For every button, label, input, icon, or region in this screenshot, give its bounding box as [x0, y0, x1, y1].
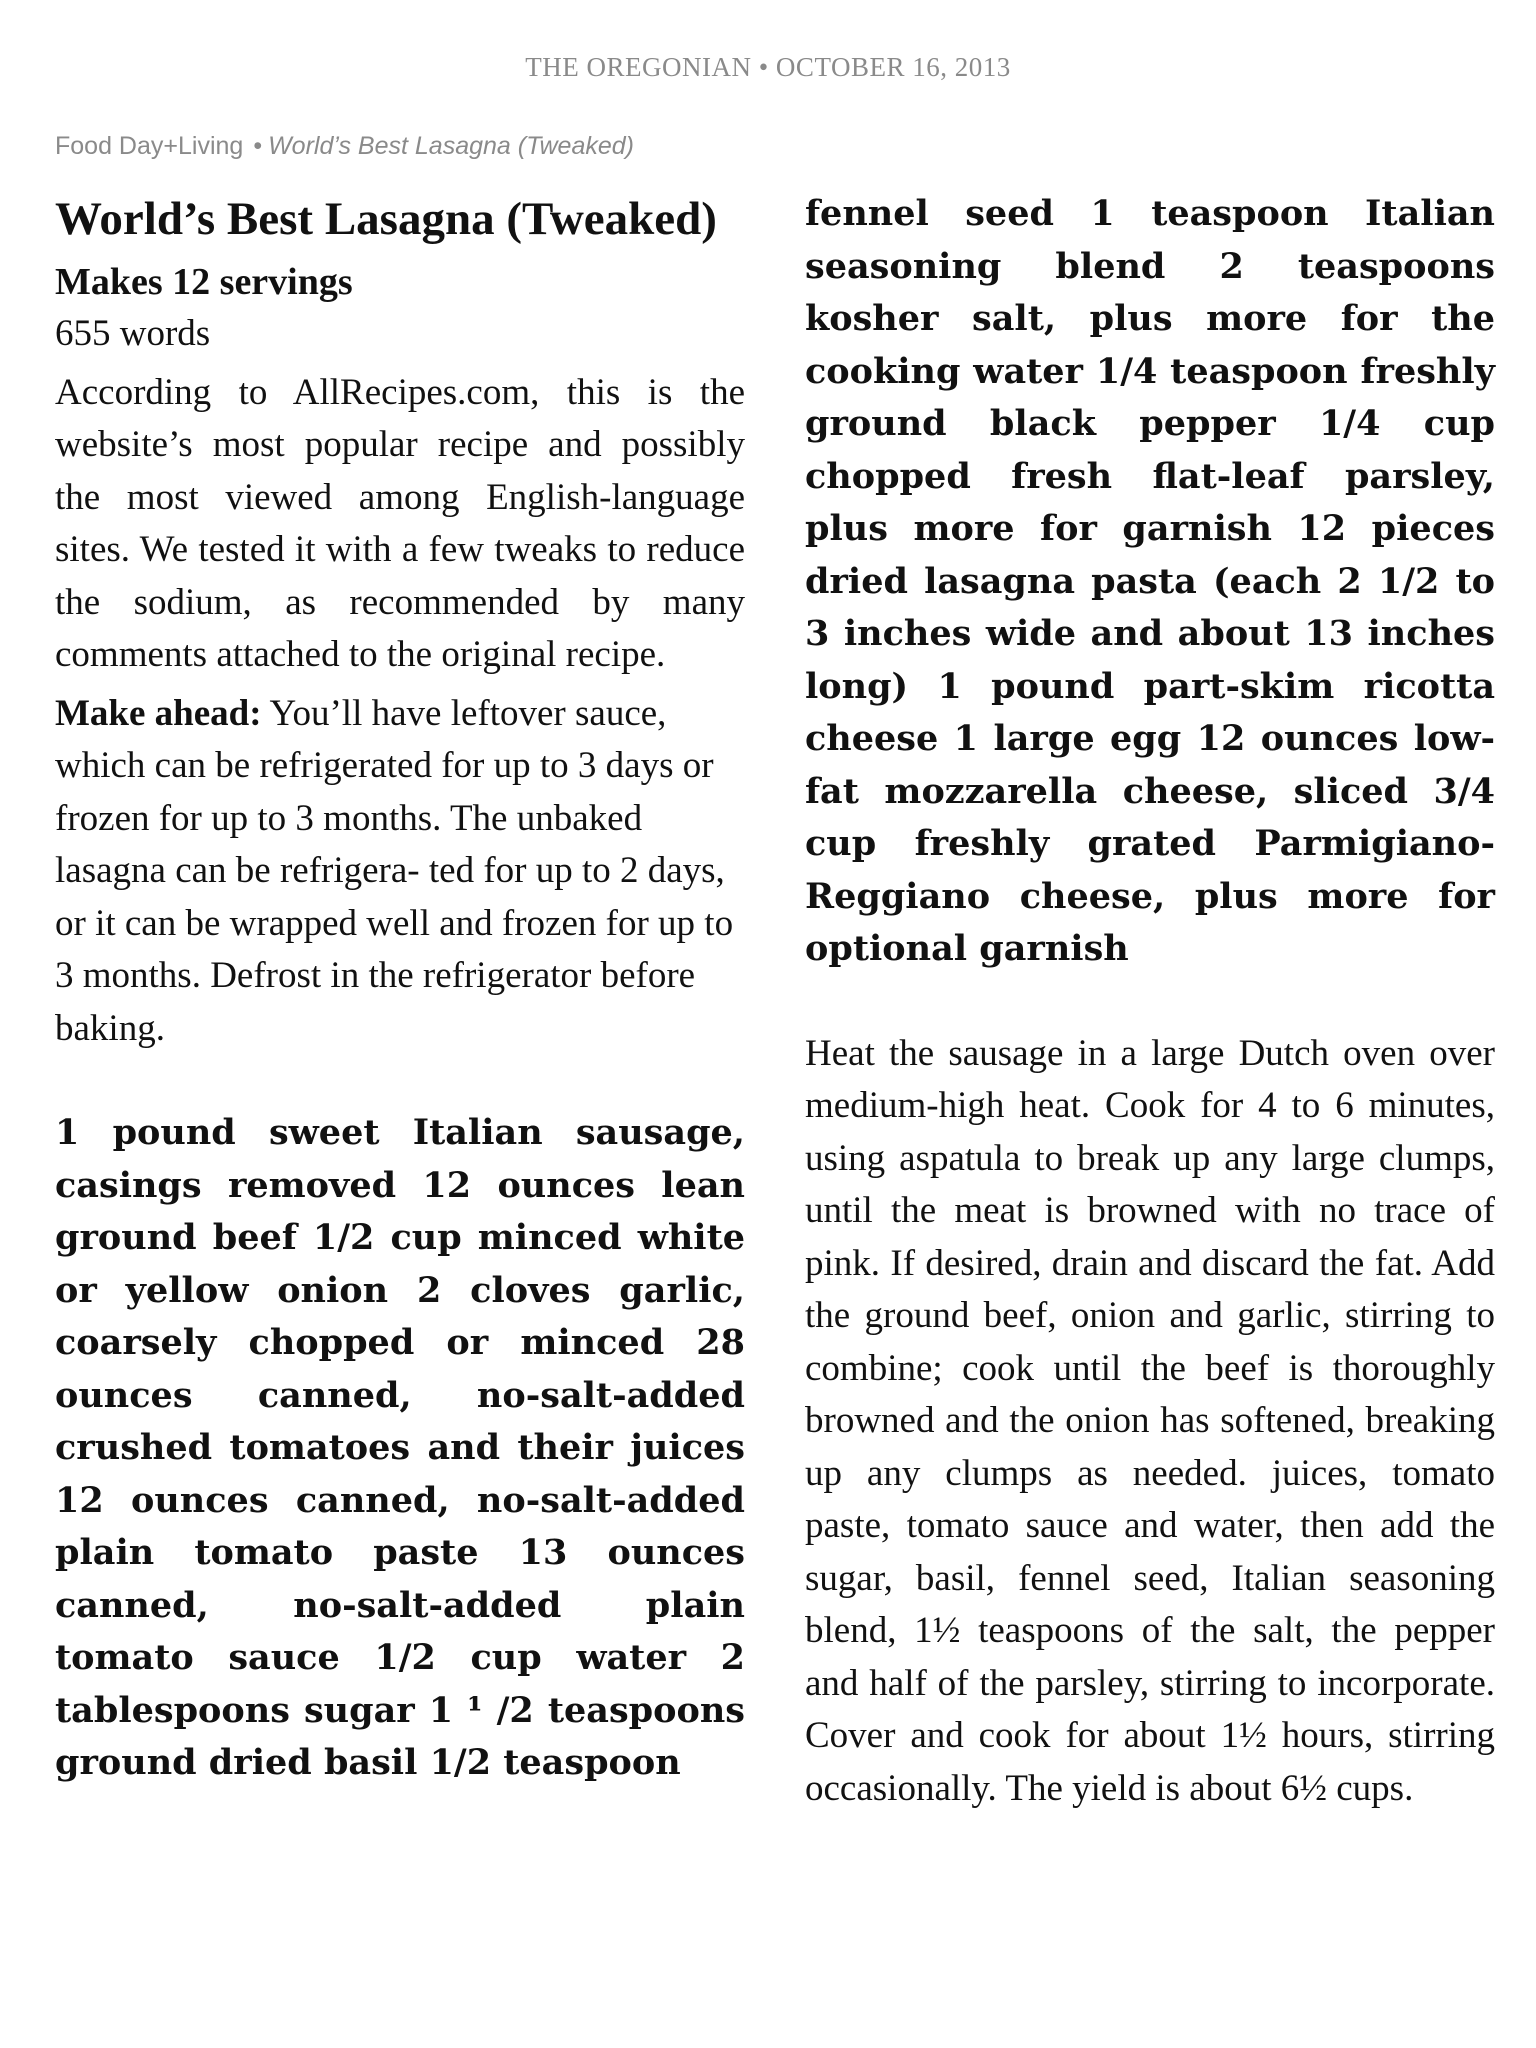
article-column-right: [805, 188, 1495, 1815]
ingredients-list-part-2: fennel seed 1 teaspoon Italian seasoning blend 2 teaspoons kosher salt, plus more for the cooking water 1/4 teaspoon freshly ground black pepper 1/4 cup chopped fresh flat-leaf parsley, plus more for garnish 12 pieces dried lasagna pasta (each 2 1/2 to 3 inches wide and about 13 inches long) 1 pound part-skim ricotta cheese 1 large egg 12 ounces low-fat mozzarella cheese, sliced 3/4 cup freshly grated Parmigiano-Reggiano cheese, plus more for optional garnish: [805, 193, 1495, 969]
article-title: World’s Best Lasagna (Tweaked): [55, 193, 717, 245]
breadcrumb-section-link[interactable]: Food Day+Living: [55, 132, 244, 160]
article-word-count: 655 words: [55, 313, 211, 354]
make-ahead-text: You’ll have leftover sauce, which can be refrigerated for up to 3 days or frozen for up to 3 months. The unbaked lasagna can be refrigera- ted for up to 2 days, or it can be wrapped well and frozen for up to 3 months. Defrost in the refrigerator before baking.: [55, 692, 734, 1049]
breadcrumb-separator: •: [253, 132, 263, 160]
recipe-directions: Heat the sausage in a large Dutch oven over medium-high heat. Cook for 4 to 6 minutes, using aspatula to break up any large clumps, until the meat is browned with no trace of pink. If desired, drain and discard the fat. Add the ground beef, onion and garlic, stirring to combine; cook until the beef is thoroughly browned and the onion has softened, breaking up any clumps as needed. juices, tomato paste, tomato sauce and water, then add the sugar, basil, fennel seed, Italian seasoning blend, 1½ teaspoons of the salt, the pepper and half of the parsley, stirring to incorporate. Cover and cook for about 1½ hours, stirring occasionally. The yield is about 6½ cups.: [805, 1032, 1495, 1809]
ingredients-list-part-1: 1 pound sweet Italian sausage, casings removed 12 ounces lean ground beef 1/2 cup minced white or yellow onion 2 cloves garlic, coarsely chopped or minced 28 ounces canned, no-salt-added crushed tomatoes and their juices 12 ounces canned, no-salt-added plain tomato paste 13 ounces canned, no-salt-added plain tomato sauce 1/2 cup water 2 tablespoons sugar 1 ¹ /2 teaspoons ground dried basil 1/2 teaspoon: [55, 1112, 745, 1783]
article-column-left: [55, 188, 745, 1790]
make-ahead-note: [55, 688, 745, 1056]
article-intro: According to AllRecipes.com, this is the website’s most popular recipe and possibly the most viewed among English-language sites. We tested it with a few tweaks to reduce the sodium, as recommended by many comments attached to the original recipe.: [55, 371, 745, 675]
make-ahead-label: Make ahead:: [55, 692, 262, 734]
breadcrumb-article: World’s Best Lasagna (Tweaked): [268, 132, 634, 160]
article-servings: Makes 12 servings: [55, 261, 353, 303]
breadcrumb: [55, 132, 634, 161]
publication-masthead: THE OREGONIAN • OCTOBER 16, 2013: [525, 52, 1011, 82]
